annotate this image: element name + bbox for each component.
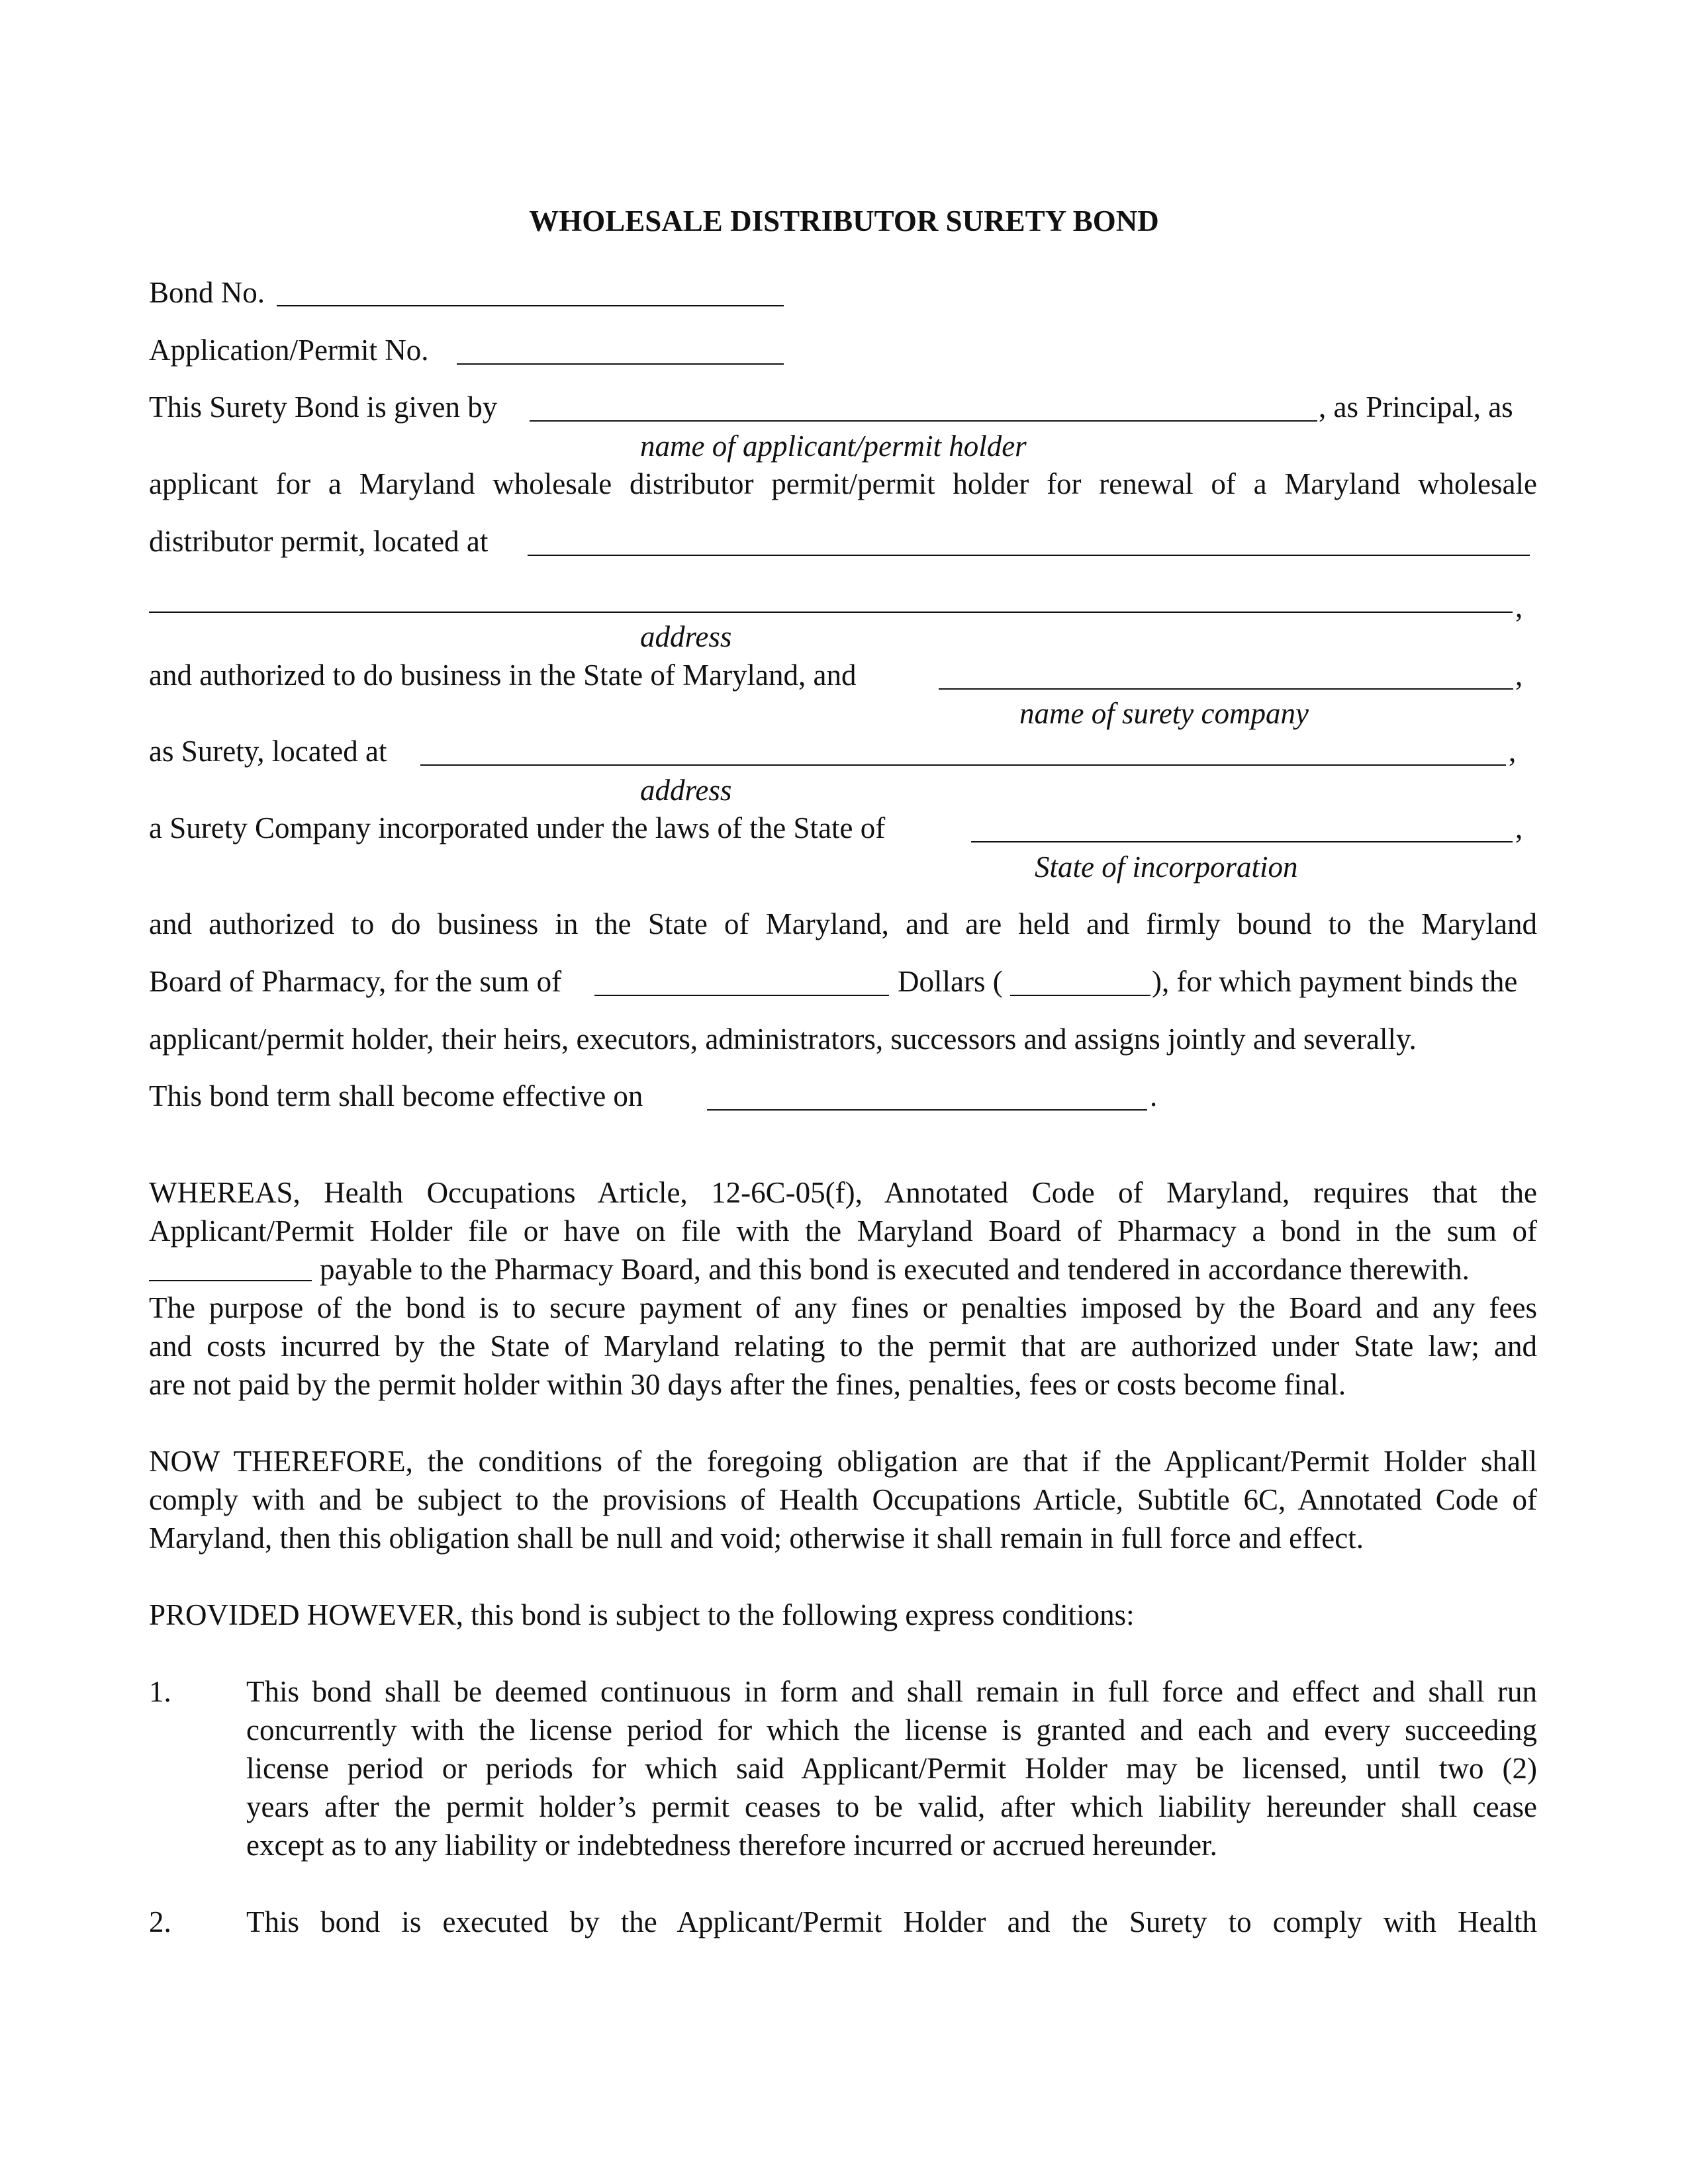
condition-1-line-2: concurrently with the license period for which the license is granted and each and every succeeding xyxy=(246,1713,1537,1747)
effective-text: This bond term shall become effective on xyxy=(149,1079,643,1113)
as-principal-text: , as Principal, as xyxy=(1319,390,1513,424)
comma-2: , xyxy=(1515,659,1523,692)
surety-located-text: as Surety, located at xyxy=(149,735,387,768)
surety-company-caption: name of surety company xyxy=(1019,697,1309,730)
surety-address-field[interactable] xyxy=(420,764,1506,766)
condition-1-number: 1. xyxy=(149,1675,171,1708)
bond-no-field[interactable] xyxy=(277,305,784,306)
address-caption-2: address xyxy=(640,774,732,807)
state-caption: State of incorporation xyxy=(1035,850,1298,884)
incorporated-text: a Surety Company incorporated under the laws of the State of xyxy=(149,811,886,844)
given-by-text: This Surety Bond is given by xyxy=(149,390,498,424)
period: . xyxy=(1150,1079,1158,1113)
whereas-line-3: payable to the Pharmacy Board, and this bond is executed and tendered in accordance therewith. xyxy=(320,1253,1470,1286)
applicant-address-field-2[interactable] xyxy=(149,612,1513,613)
authorized-text: and authorized to do business in the State of Maryland, and xyxy=(149,659,857,692)
address-caption-1: address xyxy=(640,620,732,653)
sum-words-field[interactable] xyxy=(594,995,889,996)
dollars-text: Dollars ( xyxy=(898,965,1003,998)
heirs-line: applicant/permit holder, their heirs, executors, administrators, successors and assigns jointly and severally. xyxy=(149,1023,1417,1056)
effective-date-field[interactable] xyxy=(707,1109,1147,1111)
whereas-line-2: Applicant/Permit Holder file or have on file with the Maryland Board of Pharmacy a bond in the sum of xyxy=(149,1214,1537,1248)
sum-amount-field[interactable] xyxy=(1010,995,1150,996)
applicant-name-caption: name of applicant/permit holder xyxy=(640,430,1027,463)
applicant-address-field-1[interactable] xyxy=(528,555,1530,556)
state-of-incorporation-field[interactable] xyxy=(971,841,1513,842)
surety-company-field[interactable] xyxy=(939,688,1513,690)
condition-1-line-1: This bond shall be deemed continuous in form and shall remain in full force and effect and shall run xyxy=(246,1675,1537,1708)
whereas-line-4: The purpose of the bond is to secure payment of any fines or penalties imposed by the Board and any fees xyxy=(149,1291,1537,1324)
now-therefore-line-2: comply with and be subject to the provisions of Health Occupations Article, Subtitle 6C, Annotated Code of xyxy=(149,1483,1537,1516)
applicant-line: applicant for a Maryland wholesale distributor permit/permit holder for renewal of a Maryland wholesale xyxy=(149,467,1537,500)
comma-3: , xyxy=(1509,735,1517,768)
whereas-line-5: and costs incurred by the State of Maryland relating to the permit that are authorized under State law; and xyxy=(149,1330,1537,1363)
condition-2-line-1: This bond is executed by the Applicant/Permit Holder and the Surety to comply with Health xyxy=(246,1905,1537,1938)
comma-1: , xyxy=(1515,590,1523,623)
document-title: WHOLESALE DISTRIBUTOR SURETY BOND xyxy=(529,205,1159,238)
whereas-line-1: WHEREAS, Health Occupations Article, 12-6C-05(f), Annotated Code of Maryland, requires that the xyxy=(149,1176,1537,1209)
located-at-text: distributor permit, located at xyxy=(149,525,489,558)
bond-sum-field[interactable] xyxy=(149,1280,312,1281)
whereas-line-6: are not paid by the permit holder within 30 days after the fines, penalties, fees or costs become final. xyxy=(149,1368,1346,1401)
now-therefore-line-1: NOW THEREFORE, the conditions of the foregoing obligation are that if the Applicant/Permit Holder shall xyxy=(149,1445,1537,1478)
comma-4: , xyxy=(1515,811,1523,844)
condition-1-line-4: years after the permit holder’s permit ceases to be valid, after which liability hereunder shall cease xyxy=(246,1790,1537,1823)
bound-line: and authorized to do business in the State of Maryland, and are held and firmly bound to the Maryland xyxy=(149,907,1537,940)
condition-1-line-5: except as to any liability or indebtedness therefore incurred or accrued hereunder. xyxy=(246,1829,1217,1862)
condition-1-line-3: license period or periods for which said Applicant/Permit Holder may be licensed, until two (2) xyxy=(246,1752,1537,1785)
permit-no-field[interactable] xyxy=(457,363,784,365)
bond-no-label: Bond No. xyxy=(149,276,265,309)
applicant-name-field[interactable] xyxy=(530,420,1317,422)
permit-no-label: Application/Permit No. xyxy=(149,334,429,367)
now-therefore-line-3: Maryland, then this obligation shall be null and void; otherwise it shall remain in full force and effect. xyxy=(149,1522,1364,1555)
condition-2-number: 2. xyxy=(149,1905,171,1938)
binds-text: ), for which payment binds the xyxy=(1152,965,1518,998)
sum-of-text: Board of Pharmacy, for the sum of xyxy=(149,965,562,998)
provided-however: PROVIDED HOWEVER, this bond is subject to the following express conditions: xyxy=(149,1598,1135,1631)
